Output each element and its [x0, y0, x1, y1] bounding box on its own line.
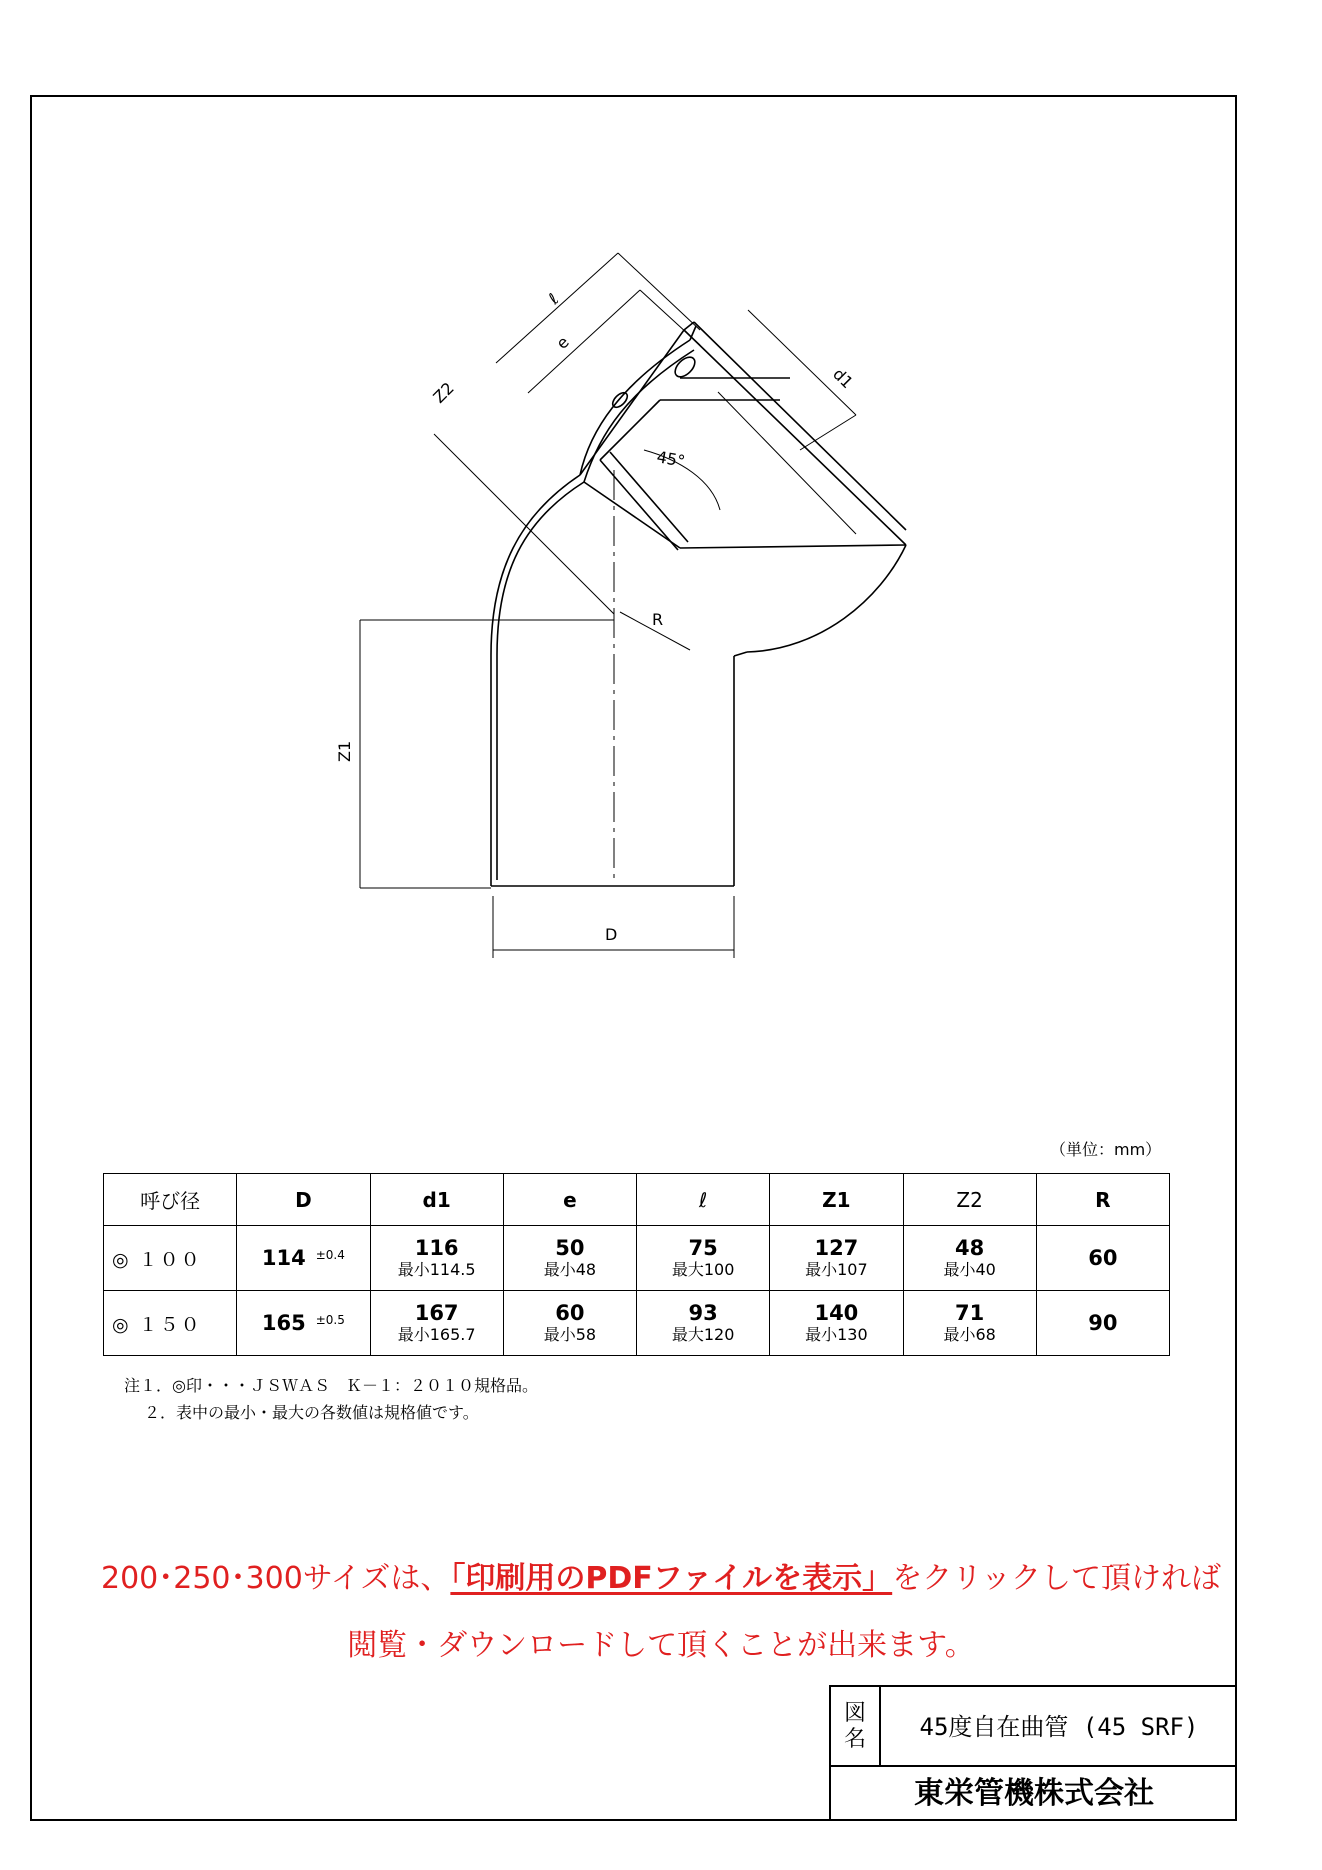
- d1-limit: 最小114.5: [397, 1260, 476, 1279]
- l-limit: 最大100: [671, 1260, 735, 1279]
- d-value: 165: [261, 1311, 306, 1335]
- l-value: 93: [688, 1301, 718, 1325]
- cell-d1: [370, 1291, 503, 1356]
- col-header-size: 呼び径: [104, 1174, 237, 1226]
- dim-label-angle: 45°: [655, 447, 687, 471]
- z2-limit: 最小68: [943, 1325, 996, 1344]
- col-header-z2: Z2: [903, 1174, 1036, 1226]
- col-header-r: R: [1036, 1174, 1169, 1226]
- col-header-d: D: [237, 1174, 370, 1226]
- d1-limit: 最小165.7: [397, 1325, 476, 1344]
- pdf-banner-line2: 閲覧・ダウンロードして頂くことが出来ます。: [347, 1628, 975, 1663]
- r-value: 60: [1088, 1246, 1118, 1270]
- z2-limit: 最小40: [943, 1260, 996, 1279]
- cell-l: [637, 1291, 770, 1356]
- cell-r: [1036, 1291, 1169, 1356]
- dim-label-d1: d1: [829, 364, 857, 393]
- e-limit: 最小48: [543, 1260, 597, 1279]
- cell-size: ◎ １００: [104, 1226, 237, 1291]
- dim-label-z1: Z1: [335, 740, 354, 762]
- l-limit: 最大120: [671, 1325, 735, 1344]
- banner-prefix: 200･250･300サイズは、: [101, 1561, 451, 1596]
- col-header-e: e: [503, 1174, 636, 1226]
- dim-label-d: D: [605, 925, 618, 944]
- dim-label-z2: Z2: [429, 378, 458, 407]
- note-1: 注１．◎印・・・ＪＳＷＡＳ Ｋ－１：２０１０規格品。: [124, 1376, 538, 1395]
- cell-z2: [903, 1291, 1036, 1356]
- pipe-outline: [491, 322, 906, 886]
- l-value: 75: [688, 1236, 718, 1260]
- cell-l: [637, 1226, 770, 1291]
- cell-z1: [770, 1226, 903, 1291]
- z1-limit: 最小107: [805, 1260, 868, 1279]
- pdf-banner-line1: [0, 1553, 1322, 1597]
- col-header-l: ℓ: [637, 1174, 770, 1226]
- z1-value: 140: [814, 1301, 859, 1325]
- col-header-d1: d1: [370, 1174, 503, 1226]
- drawing-name: 45度自在曲管 (45 SRF): [919, 1713, 1199, 1741]
- col-header-z1: Z1: [770, 1174, 903, 1226]
- spec-table: [103, 1173, 1170, 1356]
- z1-value: 127: [814, 1236, 859, 1260]
- table-row: [104, 1226, 1170, 1291]
- r-value: 90: [1088, 1311, 1118, 1335]
- cell-d1: [370, 1226, 503, 1291]
- dimension-lines: [360, 253, 856, 958]
- dim-label-r: R: [652, 610, 664, 629]
- company-name: 東栄管機株式会社: [829, 1767, 1237, 1821]
- d-value: 114: [261, 1246, 306, 1270]
- dim-label-l: ℓ: [544, 289, 563, 308]
- drawing-name-label: 図 名: [831, 1687, 881, 1767]
- table-row: [104, 1291, 1170, 1356]
- table-header-row: [104, 1174, 1170, 1226]
- cell-e: [503, 1291, 636, 1356]
- e-value: 50: [555, 1236, 585, 1260]
- unit-note: （単位：mm）: [1050, 1140, 1162, 1159]
- banner-suffix: をクリックして頂ければ: [892, 1561, 1221, 1596]
- e-value: 60: [555, 1301, 585, 1325]
- cell-d: [237, 1226, 370, 1291]
- cell-z2: [903, 1226, 1036, 1291]
- z2-value: 48: [955, 1236, 985, 1260]
- e-limit: 最小58: [543, 1325, 597, 1344]
- cell-e: [503, 1226, 636, 1291]
- d-tolerance: ±0.4: [315, 1247, 345, 1262]
- title-block: [829, 1685, 1237, 1821]
- z2-value: 71: [955, 1301, 985, 1325]
- cell-r: [1036, 1226, 1169, 1291]
- cell-d: [237, 1291, 370, 1356]
- cell-z1: [770, 1291, 903, 1356]
- notes: [124, 1372, 538, 1426]
- title-row: [829, 1685, 1237, 1767]
- print-pdf-link[interactable]: 「印刷用のPDFファイルを表示」: [450, 1561, 893, 1596]
- cell-size: ◎ １５０: [104, 1291, 237, 1356]
- dim-label-e: e: [552, 332, 573, 353]
- d1-value: 116: [414, 1236, 459, 1260]
- d-tolerance: ±0.5: [315, 1312, 345, 1327]
- note-2: ２．表中の最小・最大の各数値は規格値です。: [144, 1403, 479, 1422]
- d1-value: 167: [414, 1301, 459, 1325]
- z1-limit: 最小130: [805, 1325, 868, 1344]
